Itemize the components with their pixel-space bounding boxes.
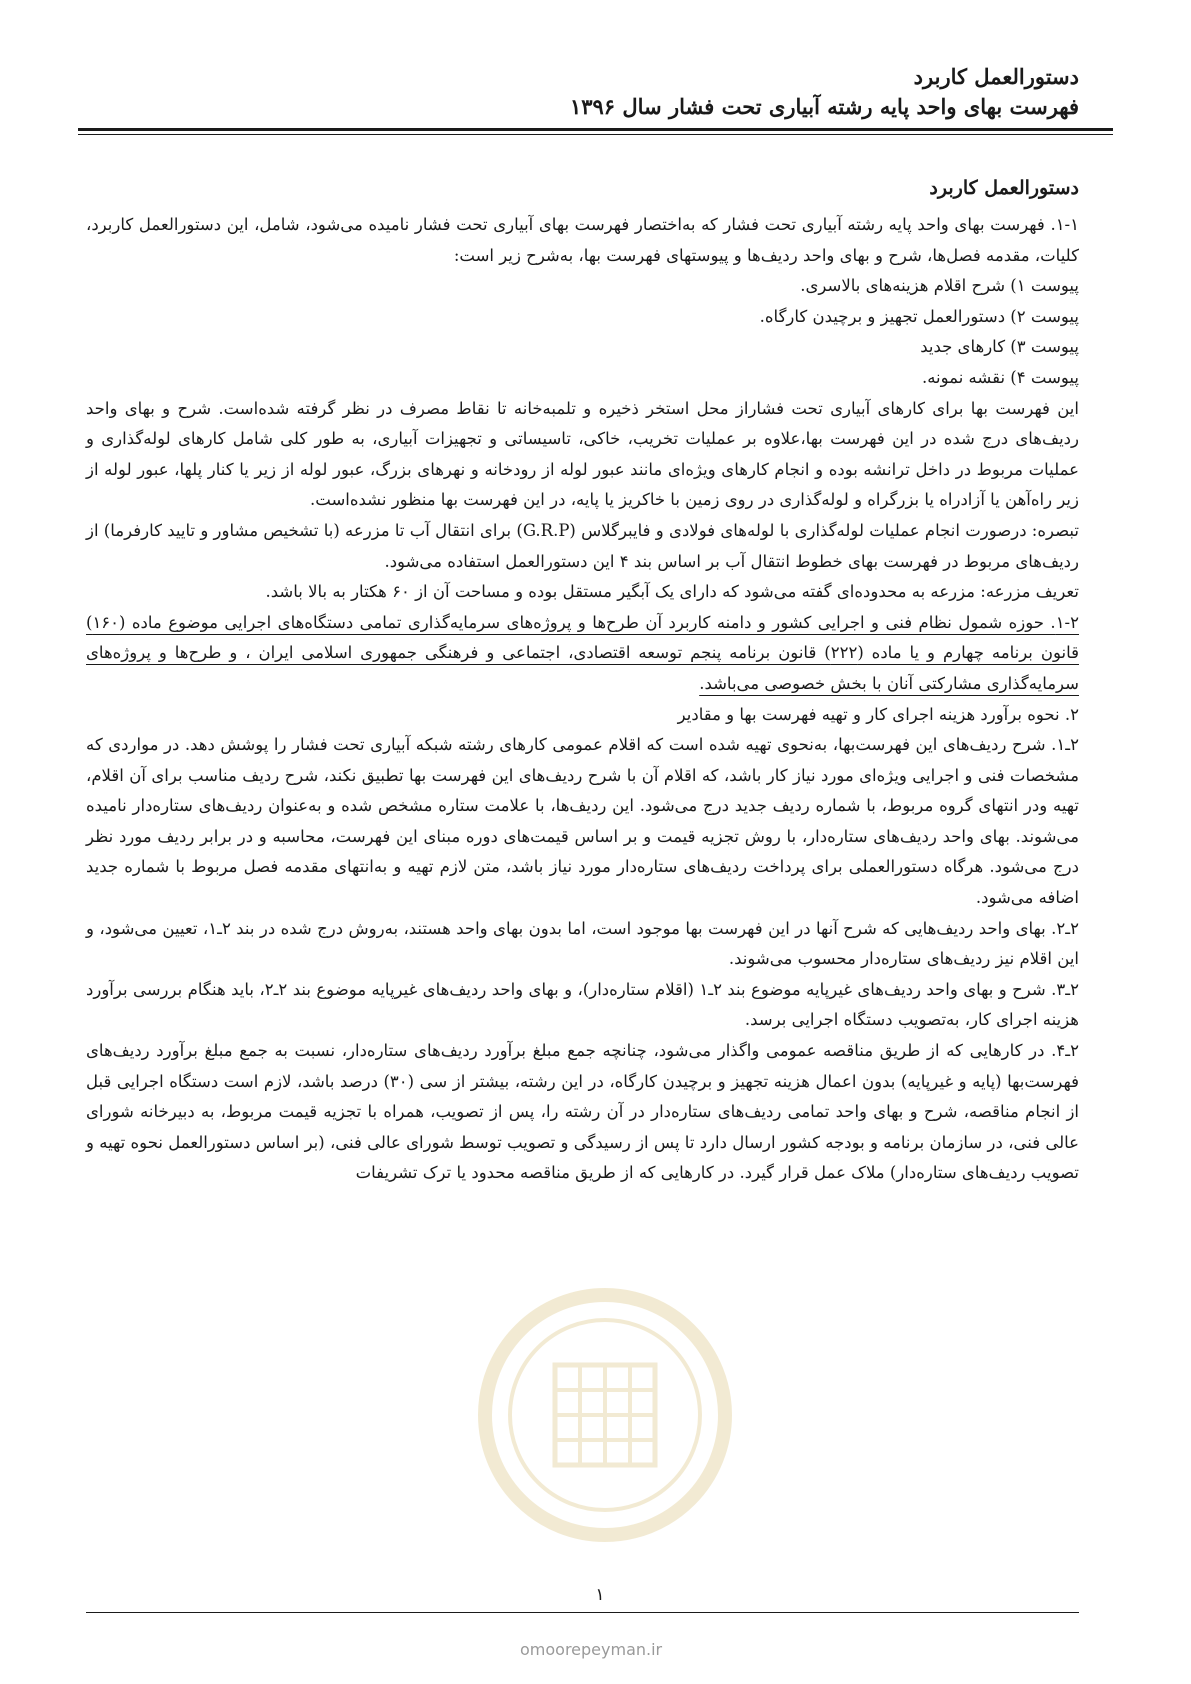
paragraph-2-4: ۲ـ۴. در کارهایی که از طریق مناقصه عمومی واگذار می‌شود، چنانچه جمع مبلغ برآورد ردیف‌های ستاره‌دار، نسبت به جمع مبلغ برآورد ردیف‌های فهرست‌بها (پایه و غیرپایه) بدون اعمال هزینه تجهیز و برچیدن کارگاه، در این رشته، بیشتر از سی (۳۰) درصد باشد، لازم است دستگاه اجرایی قبل از انجام مناقصه، شرح و بهای واحد تمامی ردیف‌های ستاره‌دار در آن رشته را، پس از تصویب، همراه با تجزیه قیمت مربوط، به دبیرخانه شورای عالی فنی، در سازمان برنامه و بودجه کشور ارسال دارد تا پس از رسیدگی و تصویب توسط شورای عالی فنی، (بر اساس دستورالعمل نحوه تهیه و تصویب ردیف‌های ستاره‌دار) ملاک عمل قرار گیرد. در کارهایی که از طریق مناقصه محدود یا ترک تشریفات xyxy=(86,1041,1080,1183)
appendix-4: پیوست ۴) نقشه نمونه. xyxy=(921,367,1079,387)
paragraph-farm-definition: تعریف مزرعه: مزرعه به محدوده‌ای گفته می‌شود که دارای یک آبگیر مستقل بوده و مساحت آن از ۶۰ هکتار به بالا باشد. xyxy=(265,582,1079,602)
page-header xyxy=(570,62,1079,122)
paragraph-2-2: ۲ـ۲. بهای واحد ردیف‌هایی که شرح آنها در این فهرست بها موجود است، اما بدون بهای واحد هستند، به‌روش درج شده در بند ۲ـ۱، تعیین می‌شود، و این اقلام نیز ردیف‌های ستاره‌دار محسوب می‌شوند. xyxy=(86,918,1079,969)
paragraph-2-3: ۲ـ۳. شرح و بهای واحد ردیف‌های غیرپایه موضوع بند ۲ـ۱ (اقلام ستاره‌دار)، و بهای واحد ردیف‌های غیرپایه موضوع بند ۲ـ۲، باید هنگام بررسی برآورد هزینه اجرای کار، به‌تصویب دستگاه اجرایی برسد. xyxy=(86,979,1079,1030)
website-watermark: omoorepeyman.ir xyxy=(520,1640,663,1659)
section-title: دستورالعمل کاربرد xyxy=(929,177,1079,199)
appendix-2: پیوست ۲) دستورالعمل تجهیز و برچیدن کارگاه. xyxy=(759,306,1079,326)
paragraph-1-2: ۱-۲. حوزه شمول نظام فنی و اجرایی کشور و دامنه کاربرد آن طرح‌ها و پروژه‌های سرمایه‌گذاری تمامی دستگاه‌های اجرایی موضوع ماده (۱۶۰) قانون برنامه چهارم و یا ماده (۲۲۲) قانون برنامه پنجم توسعه اقتصادی، اجتماعی و فرهنگی جمهوری اسلامی ایران ، و طرح‌ها و پروژه‌های سرمایه‌گذاری مشارکتی آنان با بخش خصوصی می‌باشد. xyxy=(86,612,1079,693)
paragraph-2-1: ۲ـ۱. شرح ردیف‌های این فهرست‌بها، به‌نحوی تهیه شده است که اقلام عمومی کارهای رشته شبکه آبیاری تحت فشار را پوشش دهد. در مواردی که مشخصات فنی و اجرایی ویژه‌ای مورد نیاز کار باشد، که اقلام آن با شرح ردیف‌های این فهرست بها تطبیق نکند، شرح ردیف مناسب برای آن اقلام، تهیه ودر انتهای گروه مربوط، با شماره ردیف جدید درج می‌شود. این ردیف‌ها، با علامت ستاره مشخص شده و به‌عنوان ردیف‌های ستاره‌دار نامیده می‌شوند. بهای واحد ردیف‌های ستاره‌دار، با روش تجزیه قیمت و بر اساس قیمت‌های دوره مبنای این فهرست، محاسبه و در برابر ردیف مورد نظر درج می‌شود. هرگاه دستورالعملی برای پرداخت ردیف‌های ستاره‌دار مورد نیاز باشد، متن لازم تهیه و به‌انتهای مقدمه فصل مربوط با شماره جدید اضافه می‌شود. xyxy=(86,735,1079,908)
appendix-3: پیوست ۳) کارهای جدید xyxy=(920,337,1079,357)
header-subtitle: فهرست بهای واحد پایه رشته آبیاری تحت فشار سال ۱۳۹۶ xyxy=(569,94,1079,119)
appendix-1: پیوست ۱) شرح اقلام هزینه‌های بالاسری. xyxy=(800,276,1079,296)
paragraph-2-heading: ۲. نحوه برآورد هزینه اجرای کار و تهیه فهرست بها و مقادیر xyxy=(677,704,1079,724)
header-rule-thick xyxy=(78,128,1113,131)
page-number: ۱ xyxy=(595,1585,605,1605)
footer-rule xyxy=(86,1612,1079,1613)
header-title: دستورالعمل کاربرد xyxy=(913,64,1079,89)
seal-watermark-icon xyxy=(455,1265,755,1565)
paragraph-1-1: ۱-۱. فهرست بهای واحد پایه رشته آبیاری تحت فشار که به‌اختصار فهرست بهای آبیاری تحت فشار نامیده می‌شود، شامل، این دستورالعمل کاربرد، کلیات، مقدمه فصل‌ها، شرح و بهای واحد ردیف‌ها و پیوستهای فهرست بها، به‌شرح زیر است: xyxy=(86,215,1079,265)
header-rule-thin xyxy=(78,134,1113,135)
paragraph-scope: این فهرست بها برای کارهای آبیاری تحت فشاراز محل استخر ذخیره و تلمبه‌خانه تا نقاط مصرف در نظر گرفته شده‌است. شرح و بهای واحد ردیف‌های درج شده در این فهرست بها،علاوه بر عملیات تخریب، خاکی، تاسیساتی و تجهیزات آبیاری، به طور کلی شامل کارهای لوله‌گذاری و عملیات مربوط در داخل ترانشه بوده و انجام کارهای ویژه‌ای مانند عبور لوله از رودخانه و نهرهای بزرگ، عبور لوله از زیر یا کنار پلها، عبور لوله از زیر راه‌آهن یا آزادراه یا بزرگراه و لوله‌گذاری در روی زمین با خاکریز یا پایه، در این فهرست بها منظور نشده‌است. xyxy=(86,398,1079,510)
paragraph-note: تبصره: درصورت انجام عملیات لوله‌گذاری با لوله‌های فولادی و فایبرگلاس (G.R.P) برای انتقال آب تا مزرعه (با تشخیص مشاور و تایید کارفرما) از ردیف‌های مربوط در فهرست بهای خطوط انتقال آب بر اساس بند ۴ این دستورالعمل استفاده می‌شود. xyxy=(86,520,1079,571)
document-body xyxy=(86,168,1079,1189)
